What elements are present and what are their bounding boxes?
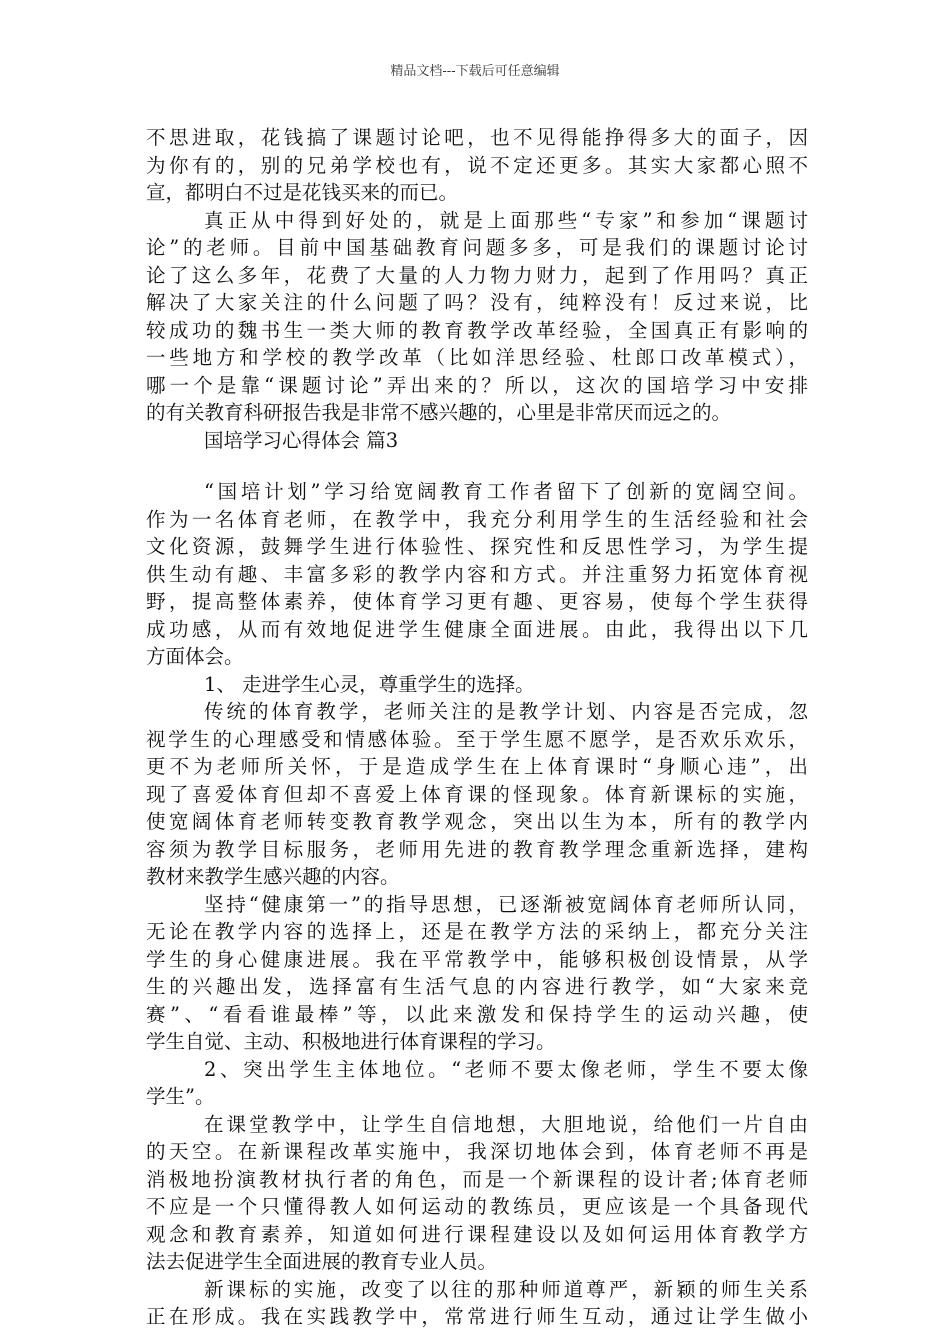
text-line: 成功感，从而有效地促进学生健康全面进展。由此，我得出以下几 [146, 617, 808, 641]
text-line: 视学生的心理感受和情感体验。至于学生愿不愿学，是否欢乐欢乐， [146, 727, 808, 751]
text-line: 论了这么多年，花费了大量的人力物力财力，起到了作用吗？真正 [146, 263, 808, 287]
text-line: 学生自觉、主动、积极地进行体育课程的学习。 [146, 1030, 556, 1053]
text-line: 不思进取，花钱搞了课题讨论吧，也不见得能挣得多大的面子，因 [146, 126, 808, 149]
document-body [146, 124, 808, 1331]
text-line: 法去促进学生全面进展的教育专业人员。 [146, 1250, 498, 1273]
list-heading: 2、突出学生主体地位。“老师不要太像老师，学生不要太像 [204, 1057, 808, 1081]
text-line: 文化资源，鼓舞学生进行体验性、探究性和反思性学习，为学生提 [146, 535, 808, 558]
text-line: 观念和教育素养，知道如何进行课程建设以及如何运用体育教学方 [146, 1222, 808, 1246]
text-line: 传统的体育教学，老师关注的是教学计划、内容是否完成，忽 [204, 700, 808, 723]
text-line: 一些地方和学校的教学改革（比如洋思经验、杜郎口改革模式）， [146, 346, 808, 369]
page-header: 精品文档---下载后可任意编辑 [390, 64, 560, 79]
blank-line [146, 454, 808, 478]
text-line: 哪一个是靠“课题讨论”弄出来的？所以，这次的国培学习中安排 [146, 373, 808, 397]
text-line: 解决了大家关注的什么问题了吗？没有，纯粹没有！反过来说，比 [146, 291, 808, 314]
text-line: 容须为教学目标服务，老师用先进的教育教学理念重新选择，建构 [146, 837, 808, 861]
text-line: 学生的身心健康进展。我在平常教学中，能够积极创设情景，从学 [146, 947, 808, 971]
text-line: 野，提高整体素养，使体育学习更有趣、更容易，使每个学生获得 [146, 590, 808, 613]
text-line: 的天空。在新课程改革实施中，我深切地体会到，体育老师不再是 [146, 1140, 808, 1163]
text-line: 的有关教育科研报告我是非常不感兴趣的，心里是非常厌而远之的。 [146, 401, 732, 424]
text-line: 较成功的魏书生一类大师的教育教学改革经验，全国真正有影响的 [146, 318, 808, 342]
text-line: 在课堂教学中，让学生自信地想，大胆地说，给他们一片自由 [204, 1112, 808, 1136]
text-line: 消极地扮演教材执行者的角色，而是一个新课程的设计者;体育老师 [146, 1167, 808, 1191]
text-line: 作为一名体育老师，在教学中，我充分利用学生的生活经验和社会 [146, 507, 808, 531]
text-line: 赛”、“看看谁最棒”等，以此来激发和保持学生的运动兴趣，使 [146, 1002, 808, 1026]
text-line: 正在形成。我在实践教学中，常常进行师生互动，通过让学生做小 [146, 1305, 808, 1328]
text-line: 学生”。 [146, 1085, 215, 1108]
text-line: 现了喜爱体育但却不喜爱上体育课的怪现象。体育新课标的实施， [146, 782, 808, 806]
text-line: 使宽阔体育老师转变教育教学观念，突出以生为本，所有的教学内 [146, 810, 808, 833]
text-line: 论”的老师。目前中国基础教育问题多多，可是我们的课题讨论讨 [146, 236, 808, 259]
text-line: 生的兴趣出发，选择富有生活气息的内容进行教学，如“大家来竞 [146, 975, 808, 998]
section-title: 国培学习心得体会 篇3 [204, 428, 399, 452]
text-line: 教材来教学生感兴趣的内容。 [146, 865, 400, 888]
text-line: 坚持“健康第一”的指导思想，已逐渐被宽阔体育老师所认同， [204, 892, 808, 916]
text-line: 无论在教学内容的选择上，还是在教学方法的采纳上，都充分关注 [146, 920, 808, 943]
text-line: 新课标的实施，改变了以往的那种师道尊严，新颖的师生关系 [204, 1277, 808, 1301]
text-line: 更不为老师所关怀，于是造成学生在上体育课时“身顺心违”，出 [146, 755, 808, 778]
text-line: 为你有的，别的兄弟学校也有，说不定还更多。其实大家都心照不 [146, 153, 808, 177]
list-heading: 1、 走进学生心灵，尊重学生的选择。 [204, 672, 535, 696]
text-line: 供生动有趣、丰富多彩的教学内容和方式。并注重努力拓宽体育视 [146, 562, 808, 586]
text-line: 宣，都明白不过是花钱买来的而已。 [146, 181, 459, 204]
text-line: 不应是一个只懂得教人如何运动的教练员，更应该是一个具备现代 [146, 1195, 808, 1218]
text-line: 真正从中得到好处的，就是上面那些“专家”和参加“课题讨 [204, 208, 808, 232]
text-line: 方面体会。 [146, 645, 244, 668]
text-line: “国培计划”学习给宽阔教育工作者留下了创新的宽阔空间。 [204, 480, 808, 503]
